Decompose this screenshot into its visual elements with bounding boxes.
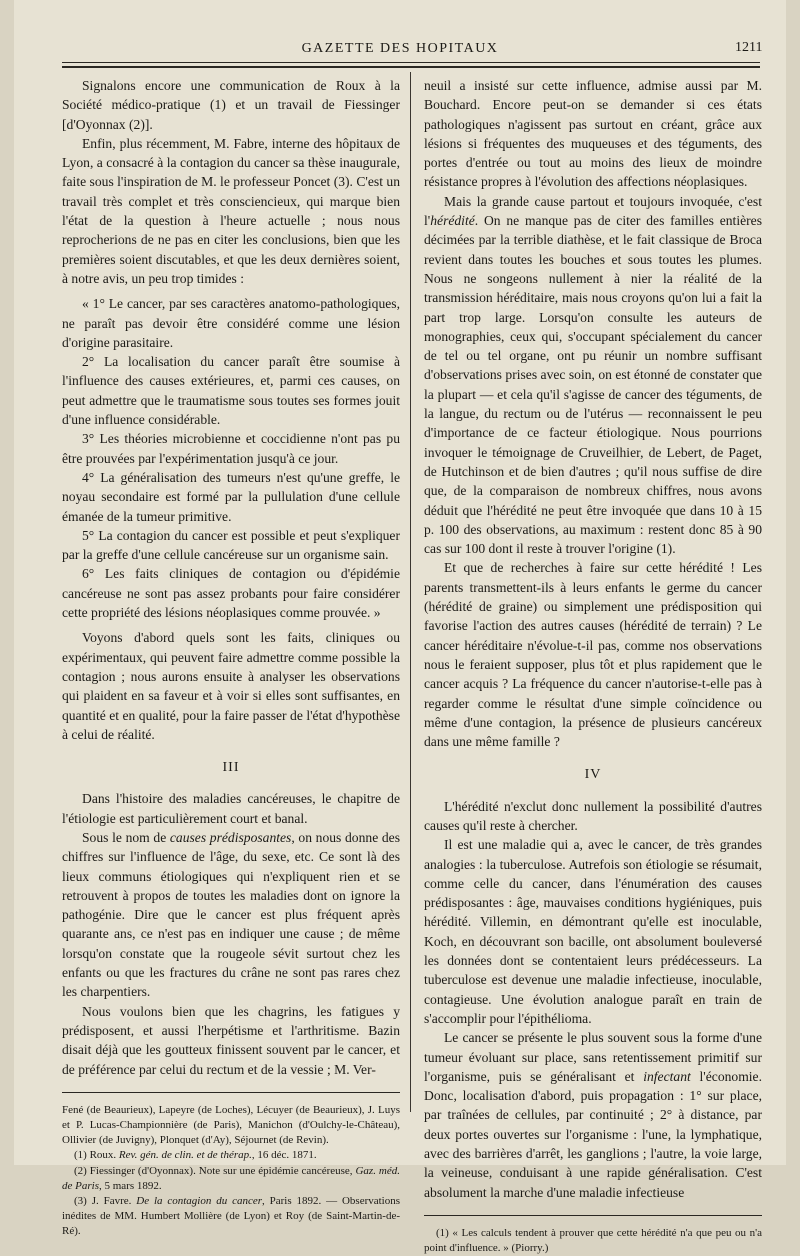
footnote: Fené (de Beaurieux), Lapeyre (de Loches), Lécuyer (de Beaurieux), J. Luys et P. Lucas-Championnière (de Paris), Manichon (d'Oulchy-le-Château), Ollivier (de Juvigny), Plonquet (d'Ay), Séjournet (de Revin). (62, 1103, 400, 1147)
emphasis: Gaz. méd. de Paris (62, 1164, 400, 1192)
footnote-separator (62, 1092, 400, 1093)
right-column (424, 76, 762, 1256)
text-run: , 16 déc. 1871. (251, 1149, 317, 1162)
conclusion-item: 6° Les faits cliniques de contagion ou d'épidémie cancéreuse ne sont pas assez probants pour faire considérer cette propriété des lésions néoplasiques comme prouvée. » (62, 566, 400, 621)
text-run: (1) Roux. (74, 1149, 119, 1162)
emphasis: De la contagion du cancer (136, 1195, 263, 1208)
conclusion-item: 2° La localisation du cancer paraît être soumise à l'influence des causes extérieures, et, parmi ces causes, on peut admettre que le traumatisme sous toutes ses formes jouit d'une influence considérable. (62, 354, 400, 428)
conclusion-item: 5° La contagion du cancer est possible et peut s'expliquer par la greffe d'une cellule cancéreuse sur un organisme sain. (62, 527, 400, 563)
paragraph: Et que de recherches à faire sur cette hérédité ! Les parents transmettent-ils à leurs enfants le germe du cancer (hérédité de graine) ou simplement une prédisposition qui favorise l'action des autres causes (hérédité de terrain) ? Le cancer héréditaire n'évolue-t-il pas, comme nos observations nous le feraient supposer, plus tôt et plus rapidement que le cancer acquis ? La fréquence du cancer n'autorise-t-elle pas à regarder comme le résultat d'une simple coïncidence ou même d'une contagion, la présence de plusieurs cancéreux dans une même famille ? (424, 560, 762, 750)
header-rule-bottom (62, 66, 760, 68)
page-number: 1211 (735, 40, 763, 55)
text-run: Sous le nom de (82, 829, 170, 845)
footnote-separator (424, 1215, 762, 1216)
footnote (62, 1148, 400, 1163)
section-heading: IV (584, 767, 602, 783)
footnote (62, 1194, 400, 1240)
header-rule-top (62, 62, 760, 63)
emphasis: causes prédisposantes (169, 829, 292, 845)
text-run: Mais la grande cause partout et toujours invoquée, c'est l' (424, 193, 762, 229)
text-run: , Paris 1892. — Observations inédites de MM. Humbert Mollière (de Lyon) et Roy (de Saint-Martin-de-Ré). (62, 1195, 401, 1238)
column-divider (410, 72, 411, 1112)
footnote (62, 1164, 400, 1194)
footnotes (62, 1103, 400, 1240)
emphasis: hérédité (430, 213, 475, 229)
footnote: (1) « Les calculs tendent à prouver que cette hérédité n'a que peu ou n'a point d'influence. » (Piorry.) (424, 1226, 762, 1255)
text-run: l'économie. Donc, localisation d'abord, puis propagation : 1° sur place, par traînées de cellules, par continuité ; 2° à distance, par deux portes ouvertes sur l'organisme : l'une, la lymphatique, avec des barrières d'arrêt, les ganglions ; l'autre, la voie large, la veineuse, conduisant à une rapide généralisation. C'est absolument la marche d'une maladie infectieuse (424, 1068, 762, 1200)
footnotes (424, 1226, 762, 1256)
paragraph (62, 828, 400, 1002)
text-run: (2) Fiessinger (d'Oyonnax). Note sur une épidémie cancéreuse, (74, 1164, 356, 1177)
paragraph (424, 192, 762, 559)
paragraph: Signalons encore une communication de Roux à la Société médico-pratique (1) et un travail de Fiessinger [d'Oyonnax (2)]. (62, 78, 400, 132)
text-run: (3) J. Favre. (74, 1195, 137, 1208)
conclusion-item: 4° La généralisation des tumeurs n'est qu'une greffe, le noyau secondaire est formé par la pullulation d'une cellule émanée de la tumeur primitive. (62, 469, 400, 524)
paragraph: neuil a insisté sur cette influence, admise aussi par M. Bouchard. Encore peut-on se demander si ces états pathologiques n'agissent pas surtout en créant, grâce aux lésions si fréquentes des muqueuses et des téguments, des portes d'entrée ou tout au moins des lieux de moindre résistance propres à l'évolution des affections néoplasiques. (424, 78, 762, 190)
text-run: , on nous donne des chiffres sur l'influence de l'âge, du sexe, etc. Ce sont là des lieux communs étiologiques qui n'expliquent rien et se retrouvent à propos de toutes les maladies dont on ignore la pathogénie. Dire que le cancer est plus fréquent après quarante ans, ce n'est pas en indiquer une cause ; de même lorsqu'on constate que la rougeole sévit surtout chez les enfants ou que les fractures du crâne ne sont pas rares chez les charpentiers. (62, 829, 401, 1000)
conclusion-item: « 1° Le cancer, par ses caractères anatomo-pathologiques, ne paraît pas devoir être considéré comme une lésion d'origine parasitaire. (62, 296, 400, 350)
paragraph: Enfin, plus récemment, M. Fabre, interne des hôpitaux de Lyon, a consacré à la contagion du cancer sa thèse inaugurale, faite sous l'inspiration de M. le professeur Poncet (3). C'est un travail très complet et très consciencieux, qui marque bien l'état de la question à l'heure actuelle ; nous nous reprocherions de ne pas en citer les conclusions, bien que les premières soient discutables, et que les deux dernières soient, à notre avis, un peu trop timides : (62, 135, 400, 286)
emphasis: infectant (643, 1068, 691, 1084)
emphasis: Rev. gén. de clin. et de thérap. (118, 1149, 252, 1162)
paragraph: Nous voulons bien que les chagrins, les fatigues y prédisposent, et aussi l'herpétisme et l'arthritisme. Bazin disait déjà que les goutteux finissent souvent par le cancer, et de préférence par celui du rectum et de la vessie ; M. Ver- (62, 1003, 400, 1077)
journal-title: GAZETTE DES HOPITAUX (301, 41, 499, 56)
section-heading: III (222, 760, 240, 776)
paragraph: Il est une maladie qui a, avec le cancer, de très grandes analogies : la tuberculose. Autrefois son étiologie se résumait, comme celle du cancer, dans l'énumération des causes prédisposantes : âge, mauvaises conditions hygiéniques, puis hérédité. Villemin, en démontrant qu'elle est inoculable, Koch, en découvrant son bacille, ont absolument bouleversé les données dont se contentaient leurs prédécesseurs. La tuberculose est devenue une maladie infectieuse, inoculable, contagieuse. Une évolution analogue paraît en train de s'accomplir pour l'épithélioma. (424, 837, 762, 1026)
paragraph: Voyons d'abord quels sont les faits, cliniques ou expérimentaux, qui peuvent faire admettre comme possible la contagion ; nous aurons ensuite à analyser les observations qui plaident en sa faveur et à voir si elles sont suffisantes, en quantité et en qualité, pour la faire passer de l'état d'hypothèse à celui de réalité. (62, 630, 400, 742)
paragraph: Dans l'histoire des maladies cancéreuses, le chapitre de l'étiologie est particulièrement court et banal. (62, 791, 400, 826)
text-run: Le cancer se présente le plus souvent sous la forme d'une tumeur évoluant sur place, sans retentissement primitif sur l'organisme, puis se généralisant et (424, 1030, 762, 1084)
paragraph (424, 1028, 762, 1202)
paragraph: L'hérédité n'exclut donc nullement la possibilité d'autres causes qu'il reste à chercher. (424, 798, 762, 833)
text-run: , 5 mars 1892. (98, 1179, 162, 1192)
conclusion-item: 3° Les théories microbienne et coccidienne n'ont pas pu être prouvées par l'expérimentation jusqu'à ce jour. (62, 431, 400, 466)
left-column (62, 76, 400, 1240)
text-run: . On ne manque pas de citer des familles entières décimées par la terrible diathèse, et le fait classique de Broca revient dans toutes les bouches et sous toutes les plumes. Nous ne songeons nullement à nier la réalité de la transmission héréditaire, mais nous croyons qu'on lui a fait la part trop large. Lorsqu'on consulte les auteurs de monographies, ceux qui, s'occupant spécialement du cancer de tel ou tel organe, ont pu réunir un nombre suffisant d'observations prises avec soin, on est étonné de constater que la plupart — et cela qu'il s'agisse de cancer des téguments, de la langue, du rectum ou de l'utérus — reconnaissent le peu d'importance de ce facteur étiologique. Nous pourrions invoquer le témoignage de Cruveilhier, de Lebert, de Paget, de Hutchinson et de bien d'autres ; qu'il nous suffise de dire que, de la comparaison de nombreux chiffres, nous avons déduit que l'hérédité ne peut être invoquée que dans 10 à 15 p. 100 des observations, au maximum : restent donc 85 à 90 cas sur 100 dont il reste à trouver l'origine (1). (424, 213, 762, 557)
